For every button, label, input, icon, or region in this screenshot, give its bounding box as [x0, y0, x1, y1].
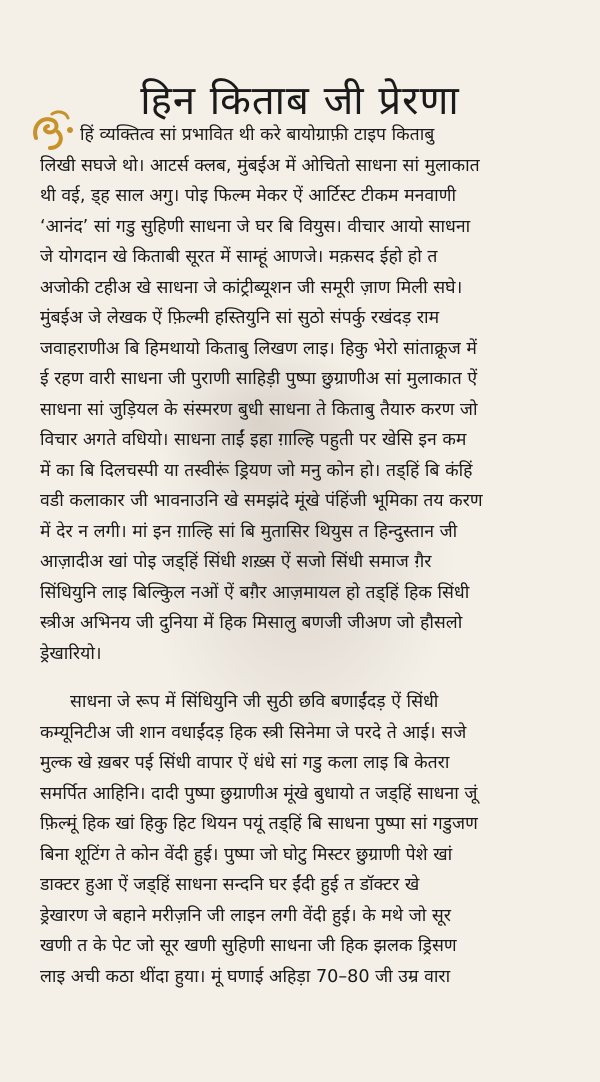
text-line: सिंधियुनि लाइ बिल्किुल नओं ऐं बग़ैर आज़मायल हो तड्हिं हिक सिंधी [40, 582, 470, 603]
text-line: मुंबईअ जे लेखक ऐं फ़िल्मी हस्तियुनि सां सुठो संपर्कु रखंदड़ राम [40, 308, 440, 328]
text-line: साधना जे रूप में सिंधियुनि जी सुठी छवि बणाईंदड़ ऐं सिंधी [70, 692, 439, 712]
text-line: ड्रेखारण जे बहाने मरीज़नि जी लाइन लगी वेंदी हुई। के मथे जो सूर [40, 905, 452, 926]
text-line: विचार अगते वधियो। साधना ताईं इहा ग़ाल्हि पहुती पर खेसि इन कम [40, 430, 467, 450]
text-line: समर्पित आहिनि। दादी पुष्पा छुग्राणीअ मूंखे बुधायो त जड्हिं साधना जूं [40, 783, 478, 804]
text-line: वडी कलाकार जी भावनाउनि खे समझंदे मूंखे पंहिंजी भूमिका तय करण [40, 491, 483, 511]
paragraph-1 [40, 120, 582, 669]
paragraph-2 [40, 687, 582, 992]
text-line: आज़ादीअ खां पोइ जड्हिं सिंधी शख़्स ऐं सजो सिंधी समाज ग़ैर [40, 552, 432, 572]
text-line: ‘आनंद’ सां गडु सुहिणी साधना जे घर बि वियुस। वीचार आयो साधना [40, 216, 471, 237]
text-line: कम्यूनिटीअ जी शान वधाईंदड़ हिक स्त्री सिनेमा जे परदे ते आई। सजे [40, 722, 467, 743]
text-line: डाक्टर हुआ ऐं जड्हिं साधना सन्दनि घर ईंदी हुई त डॉक्टर खे [40, 875, 420, 895]
text-line: जवाहराणीअ बि हिमथायो किताबु लिखण लाइ। हिकु भेरो सांताक्रूज में [40, 338, 477, 359]
text-line: ई रहण वारी साधना जी पुराणी साहिड़ी पुष्पा छुग्राणीअ सां मुलाकात ऐं [40, 369, 478, 389]
body-text [40, 120, 582, 992]
text-line: जे योगदान खे किताबी सूरत में साम्हूं आणजे। मक़सद ईहो हो त [40, 247, 438, 267]
text-line: खणी त के पेट जो सूर खणी सुहिणी साधना जी हिक झलक ड्रिसण [40, 936, 457, 956]
text-line: मुल्क खे ख़बर पई सिंधी वापार ऐं धंधे सां गडु कला लाइ बि केतरा [40, 753, 450, 773]
text-line: लाइ अची कठा थींदा हुया। मूं घणाई अहिड़ा 70–80 जी उम्र वारा [40, 966, 451, 987]
text-line: ड्रेखारियो। [40, 643, 102, 664]
text-line: में का बि दिलचस्पी या तस्वीरूं ड्रियण जो मनु कोन हो। तड्हिं बि कंहिं [40, 460, 473, 481]
text-line: स्त्रीअ अभिनय जी दुनिया में हिक मिसालु बणजी जीअण जो हौसलो [40, 613, 463, 633]
text-line: लिखी सघजे थो। आटर्स क्लब, मुंबईअ में ओचितो साधना सां मुलाकात [40, 155, 480, 176]
text-line: हिं व्यक्तित्व सां प्रभावित थी करे बायोग्राफ़ी टाइप किताबु [80, 125, 435, 145]
text-line: फ़िल्मूं हिक खां हिकु हिट थियन पयूं तड्हिं बि साधना पुष्पा सां गडुजण [40, 814, 478, 834]
text-line: में देर न लगी। मां इन ग़ाल्हि सां बि मुतासिर थियुस त हिन्दुस्तान जी [40, 521, 458, 542]
text-line: साधना सां जुड़ियल के संस्मरण बुधी साधना ते किताबु तैयारु करण जो [40, 399, 478, 420]
text-line: बिना शूटिंग ते कोन वेंदी हुई। पुष्पा जो घोटु मिस्टर छुग्राणी पेशे खां [40, 844, 453, 865]
text-line: अजोकी टहीअ खे साधना जे कांट्रीब्यूशन जी समूरी ज़ाण मिली सघे। [40, 277, 463, 298]
text-line: थी वई, ड्ह साल अगु। पोइ फिल्म मेकर ऐं आर्टिस्ट टीकम मनवाणी [40, 186, 457, 206]
page-title: हिन किताब जी प्रेरणा [140, 77, 460, 124]
